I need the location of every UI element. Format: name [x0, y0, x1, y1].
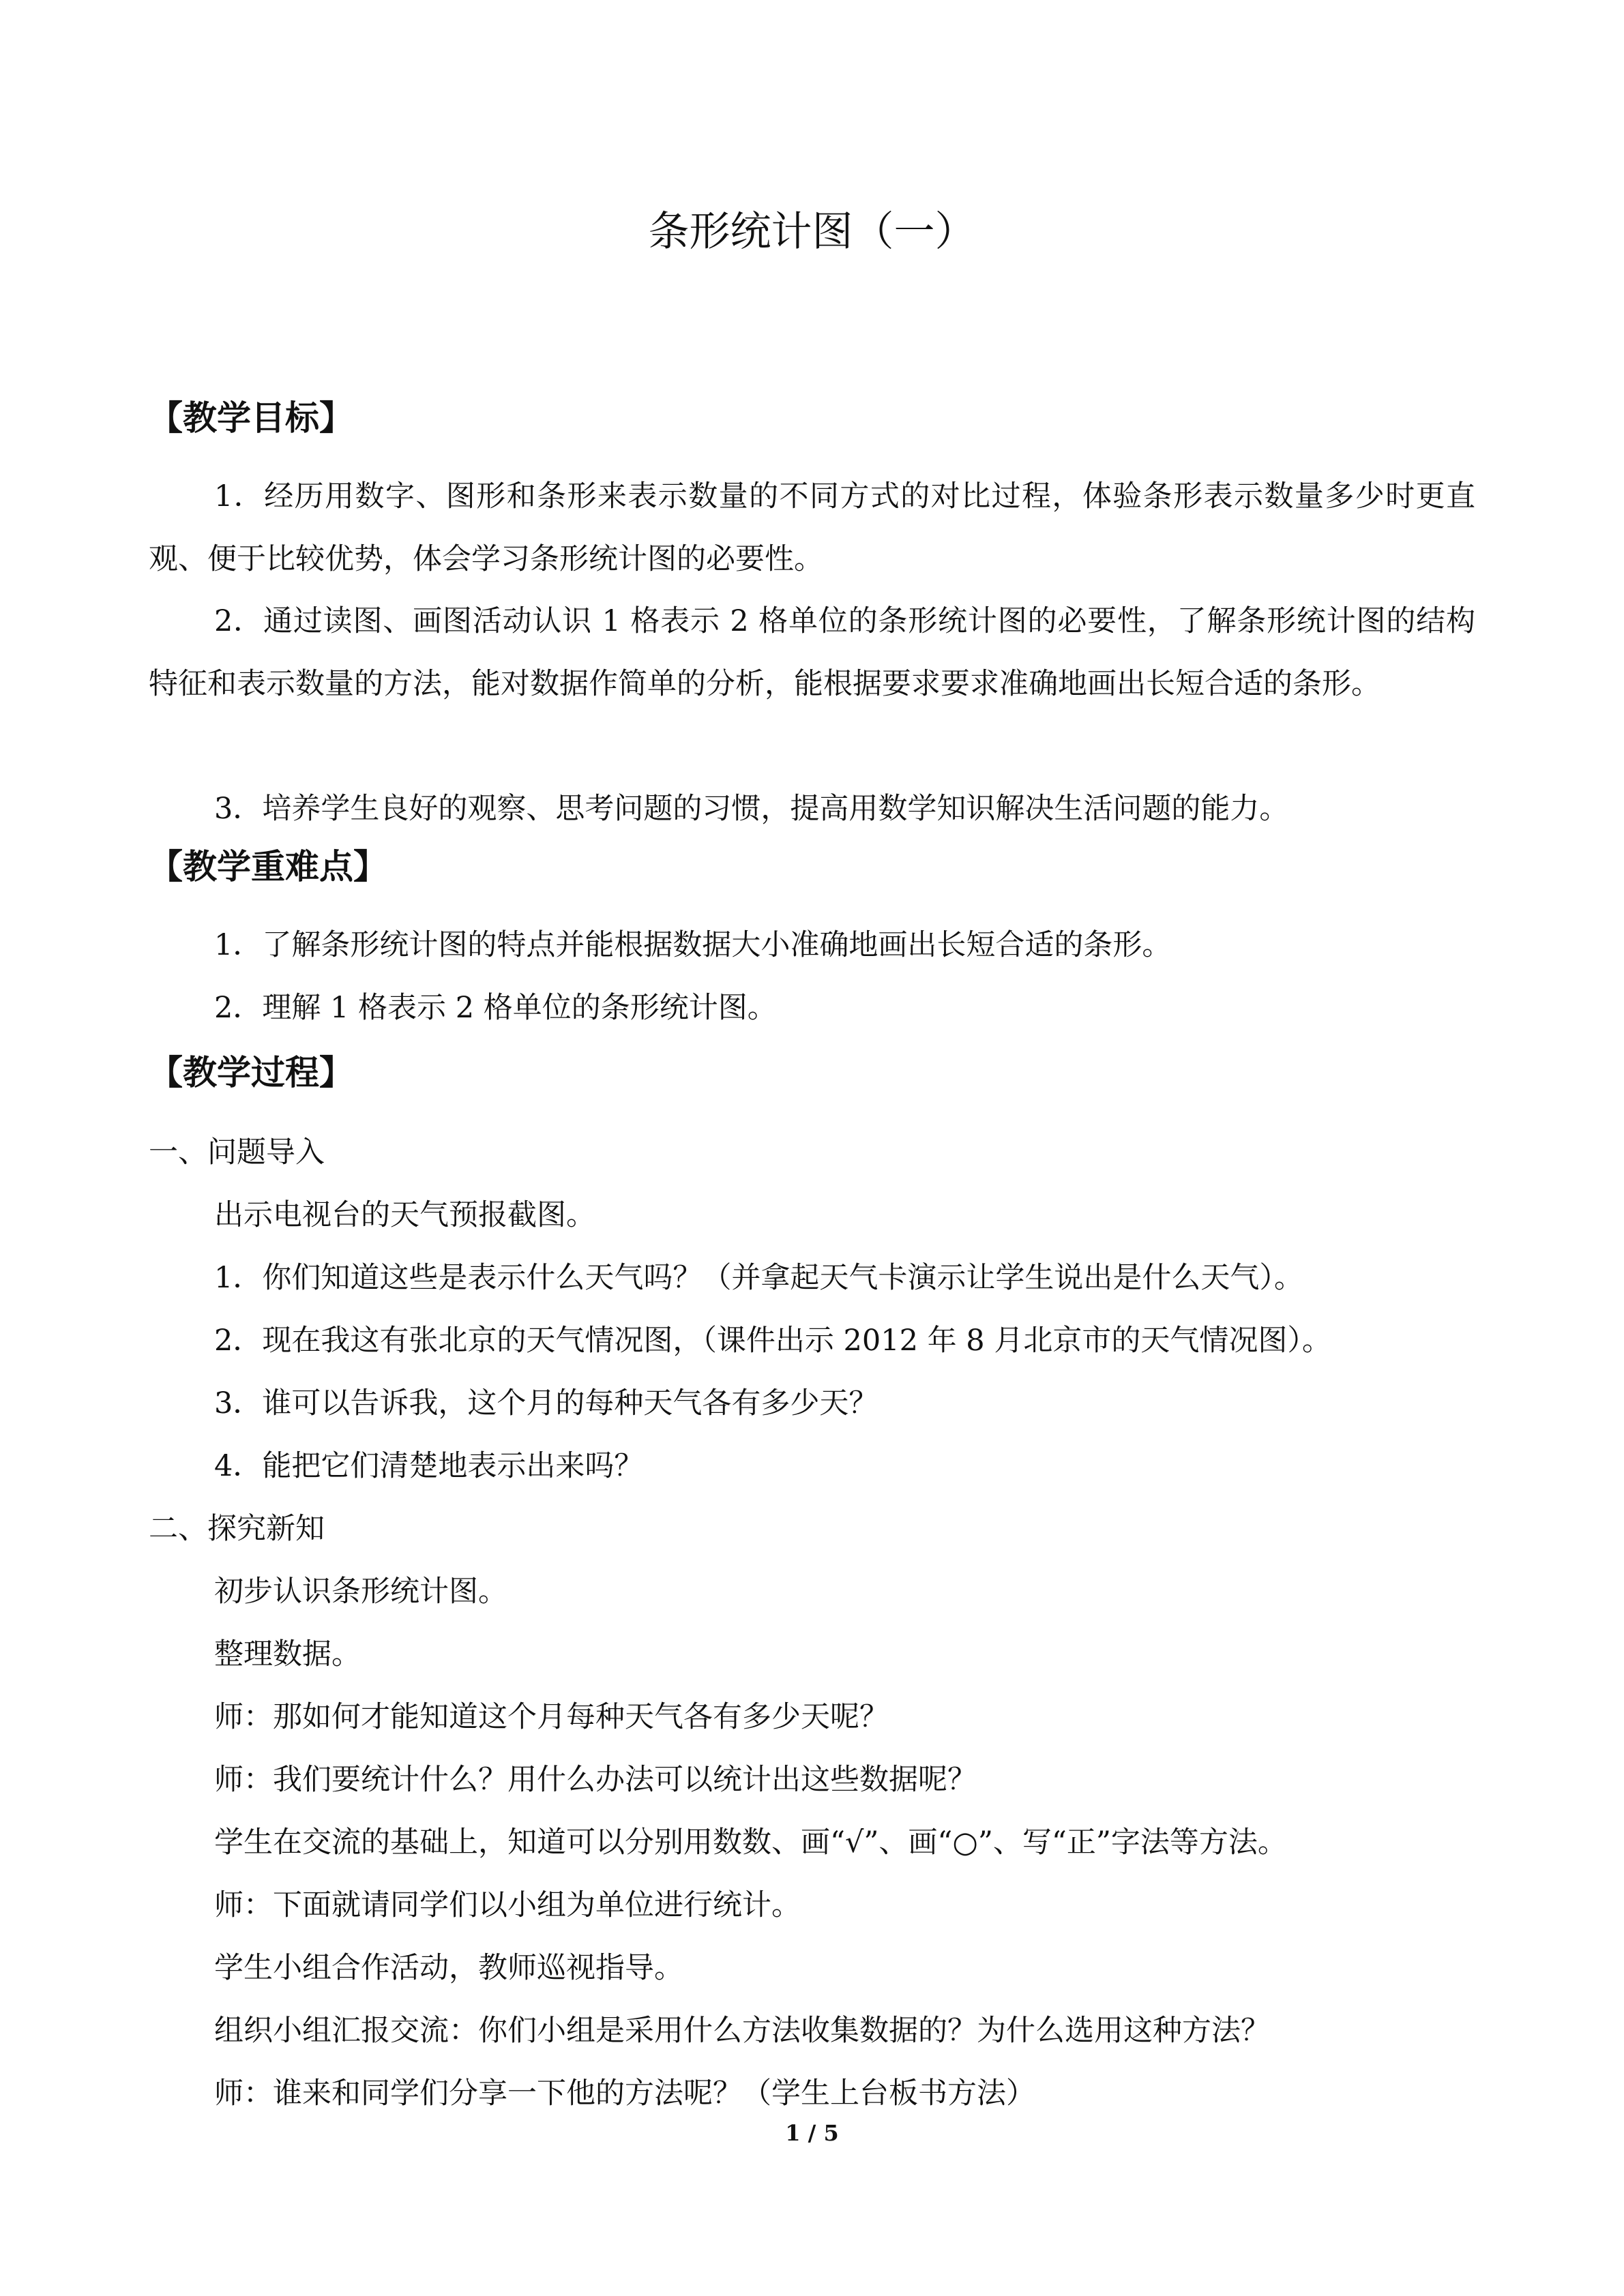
page-number: 1 / 5 — [785, 2120, 839, 2146]
process-part2-line-9: 师：谁来和同学们分享一下他的方法呢？（学生上台板书方法） — [214, 2076, 1035, 2111]
keypoint-item-2: 2．理解 1 格表示 2 格单位的条形统计图。 — [214, 991, 777, 1025]
process-part2-line-7: 学生小组合作活动，教师巡视指导。 — [214, 1951, 683, 1985]
section-heading-goals: 【教学目标】 — [149, 398, 353, 438]
section-heading-process: 【教学过程】 — [149, 1053, 353, 1092]
process-part1-line-4: 3．谁可以告诉我，这个月的每种天气各有多少天？ — [214, 1386, 879, 1420]
process-part2-line-8: 组织小组汇报交流：你们小组是采用什么方法收集数据的？为什么选用这种方法？ — [214, 2014, 1270, 2048]
process-part2-line-1: 初步认识条形统计图。 — [214, 1575, 507, 1609]
goal-item-3: 3．培养学生良好的观察、思考问题的习惯，提高用数学知识解决生活问题的能力。 — [214, 792, 1289, 826]
section-heading-keypoints: 【教学重难点】 — [149, 847, 387, 886]
process-part1-line-2: 1．你们知道这些是表示什么天气吗？（并拿起天气卡演示让学生说出是什么天气）。 — [214, 1261, 1303, 1295]
process-part2-line-2: 整理数据。 — [214, 1637, 361, 1671]
process-part2-line-5: 学生在交流的基础上，知道可以分别用数数、画“√”、画“○”、写“正”字法等方法。 — [214, 1825, 1287, 1860]
process-part2-line-6: 师：下面就请同学们以小组为单位进行统计。 — [214, 1888, 801, 1922]
process-part1-line-5: 4．能把它们清楚地表示出来吗？ — [214, 1449, 644, 1483]
process-part2-line-3: 师：那如何才能知道这个月每种天气各有多少天呢？ — [214, 1700, 889, 1734]
process-part1-line-1: 出示电视台的天气预报截图。 — [214, 1198, 595, 1232]
process-part1-line-3: 2．现在我这有张北京的天气情况图，（课件出示 2012 年 8 月北京市的天气情况图）。 — [214, 1324, 1331, 1358]
process-part2-heading: 二、探究新知 — [149, 1512, 325, 1546]
process-part2-line-4: 师：我们要统计什么？用什么办法可以统计出这些数据呢？ — [214, 1763, 977, 1797]
goal-item-2: 2．通过读图、画图活动认识 1 格表示 2 格单位的条形统计图的必要性，了解条形统计图的结构特征和表示数量的方法，能对数据作简单的分析，能根据要求要求准确地画出长短合适的条形。 — [149, 604, 1475, 701]
keypoint-item-1: 1．了解条形统计图的特点并能根据数据大小准确地画出长短合适的条形。 — [214, 928, 1172, 962]
goal-item-1: 1．经历用数字、图形和条形来表示数量的不同方式的对比过程，体验条形表示数量多少时更直观、便于比较优势，体会学习条形统计图的必要性。 — [149, 479, 1475, 576]
process-part1-heading: 一、问题导入 — [149, 1135, 325, 1169]
page-title: 条形统计图（一） — [648, 208, 976, 256]
